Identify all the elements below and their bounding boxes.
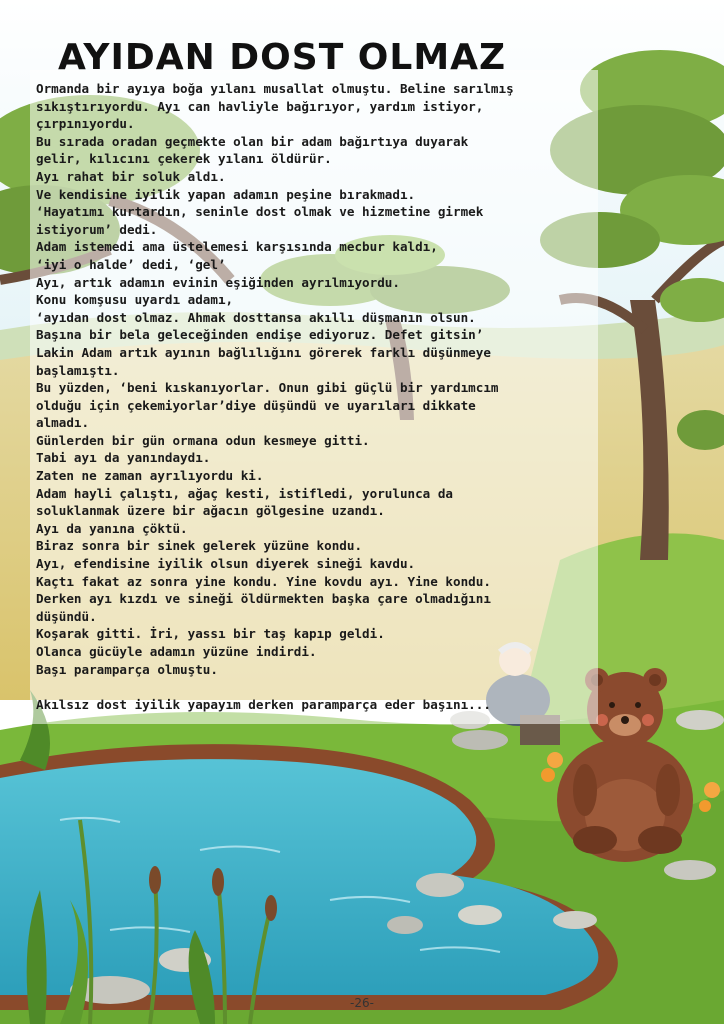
story-line: Adam istemedi ama üstelemesi karşısında mecbur kaldı, xyxy=(36,239,438,255)
page-number: -26- xyxy=(350,996,374,1010)
story-line: başlamıştı. xyxy=(36,362,120,378)
story-line: Başına bir bela geleceğinden endişe ediyoruz. Defet gitsin’ xyxy=(36,327,484,343)
story-line: Ayı da yanına çöktü. xyxy=(36,520,188,536)
story-line: olduğu için çekemiyorlar’diye düşündü ve uyarıları dikkate xyxy=(36,397,476,413)
story-line: Bu yüzden, ‘beni kıskanıyorlar. Onun gibi güçlü bir yardımcım xyxy=(36,380,499,396)
story-line: Ve kendisine iyilik yapan adamın peşine bırakmadı. xyxy=(36,186,416,202)
story-line: Koşarak gitti. İri, yassı bir taş kapıp geldi. xyxy=(36,626,385,642)
story-line: soluklanmak üzere bir ağacın gölgesine uzandı. xyxy=(36,503,385,519)
page-title: AYIDAN DOST OLMAZ xyxy=(58,37,507,78)
story-line: çırpınıyordu. xyxy=(36,116,135,132)
story-line: Adam hayli çalıştı, ağaç kesti, istifledi, yorulunca da xyxy=(36,485,454,501)
story-line: Kaçtı fakat az sonra yine kondu. Yine kovdu ayı. Yine kondu. xyxy=(36,573,491,589)
story-line: Konu komşusu uyardı adamı, xyxy=(36,292,234,308)
story-line: düşündü. xyxy=(36,608,97,624)
story-line: Derken ayı kızdı ve sineği öldürmekten başka çare olmadığını xyxy=(36,591,491,607)
story-line: Zaten ne zaman ayrılıyordu ki. xyxy=(36,468,264,484)
story-line: Ayı, efendisine iyilik olsun diyerek sineği kavdu. xyxy=(36,556,416,572)
story-line: Günlerden bir gün ormana odun kesmeye gitti. xyxy=(36,432,370,448)
story-line: Başı paramparça olmuştu. xyxy=(36,661,218,677)
story-line: Biraz sonra bir sinek gelerek yüzüne kondu. xyxy=(36,538,363,554)
story-text xyxy=(36,80,596,713)
story-line: sıkıştırıyordu. Ayı can havliyle bağırıyor, yardım istiyor, xyxy=(36,98,484,114)
story-line: ‘iyi o halde’ dedi, ‘gel’ xyxy=(36,256,226,272)
story-line: Ayı, artık adamın evinin eşiğinden ayrılmıyordu. xyxy=(36,274,400,290)
story-line: istiyorum’ dedi. xyxy=(36,221,158,237)
story-blank-line xyxy=(36,678,596,696)
story-line: Ayı rahat bir soluk aldı. xyxy=(36,168,226,184)
story-line: Ormanda bir ayıya boğa yılanı musallat olmuştu. Beline sarılmış xyxy=(36,81,514,96)
story-line: ‘Hayatımı kurtardın, seninle dost olmak ve hizmetine girmek xyxy=(36,204,484,220)
story-line: Akılsız dost iyilik yapayım derken paramparça eder başını... xyxy=(36,696,491,712)
story-line: Olanca gücüyle adamın yüzüne indirdi. xyxy=(36,644,317,659)
story-line: gelir, kılıcını çekerek yılanı öldürür. xyxy=(36,151,332,167)
story-line: Tabi ayı da yanındaydı. xyxy=(36,450,211,466)
story-line: Lakin Adam artık ayının bağlılığını görerek farklı düşünmeye xyxy=(36,344,491,360)
story-line: almadı. xyxy=(36,415,90,431)
story-line: ‘ayıdan dost olmaz. Ahmak dosttansa akıllı düşmanın olsun. xyxy=(36,309,476,325)
story-line: Bu sırada oradan geçmekte olan bir adam bağırtıya duyarak xyxy=(36,133,469,149)
